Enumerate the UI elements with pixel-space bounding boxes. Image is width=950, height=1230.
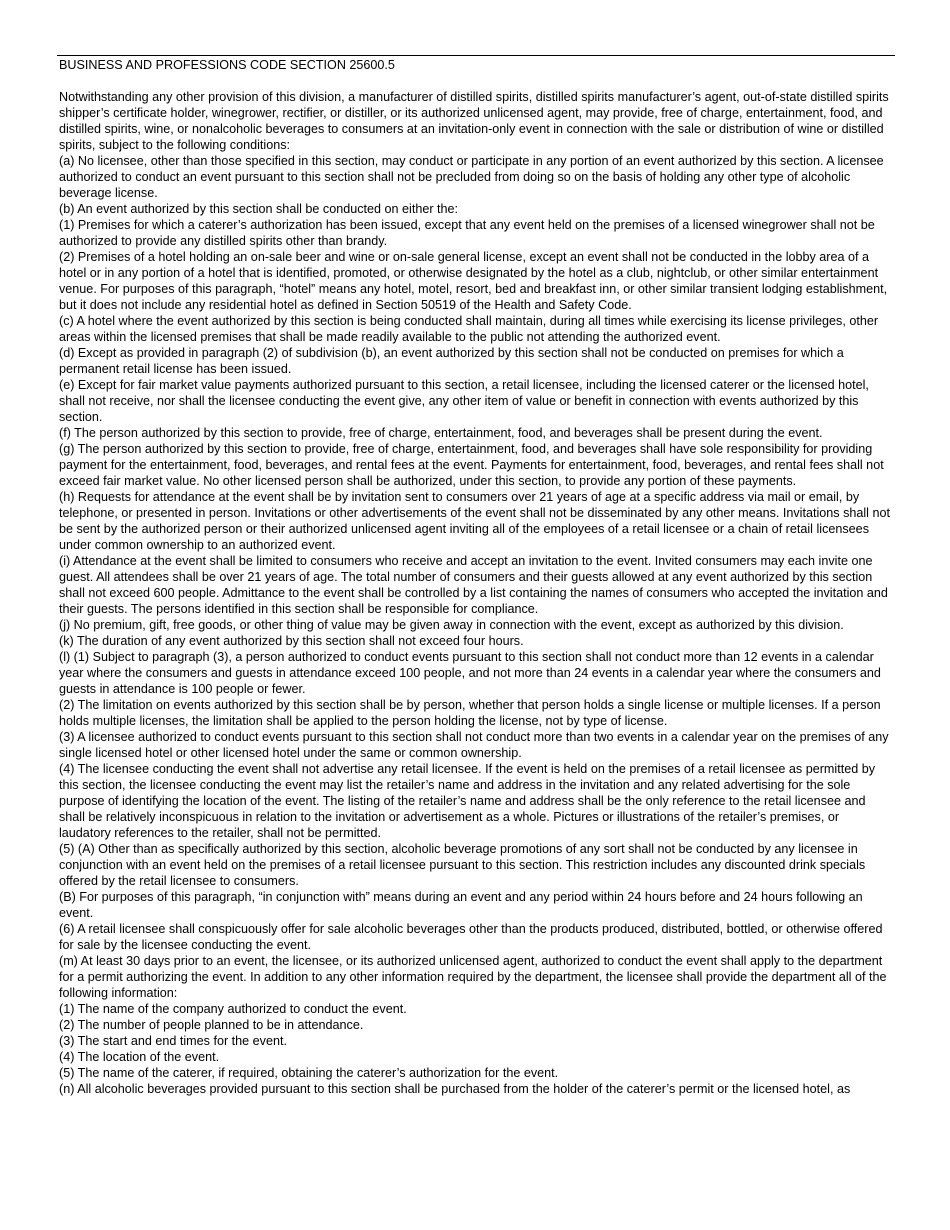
paragraph-h: (h) Requests for attendance at the event shall be by invitation sent to consumers over 21 years of age at a specific address via mail or email, by telephone, or presented in person. Invitations or other advertisements of the event shall not be disseminated by any other means. Invitations shall not be sent by the authorized person or their authorized unlicensed agent inviting all of the employees of a retail licensee or a chain of retail licensees under common ownership to an authorized event. [59,490,890,552]
paragraph-intro: Notwithstanding any other provision of this division, a manufacturer of distilled spirits, distilled spirits manufacturer’s agent, out-of-state distilled spirits shipper’s certificate holder, winegrower, rectifier, or distiller, or its authorized unlicensed agent, may provide, free of charge, entertainment, food, and distilled spirits, wine, or nonalcoholic beverages to consumers at an invitation-only event in connection with the sale or distribution of wine or distilled spirits, subject to the following conditions: [59,90,889,152]
document-body [59,89,893,1097]
paragraph-l-4: (4) The licensee conducting the event shall not advertise any retail licensee. If the event is held on the premises of a retail licensee as permitted by this section, the licensee conducting the event may list the retailer’s name and address in the invitation and any related advertising for the sole purpose of identifying the location of the event. The listing of the retailer’s name and address shall be the only reference to the retail licensee and shall be relatively inconspicuous in relation to the invitation or advertisement as a whole. Pictures or illustrations of the retailer’s premises, or laudatory references to the retailer, shall not be permitted. [59,762,876,840]
paragraph-l-1: (l) (1) Subject to paragraph (3), a person authorized to conduct events pursuant to this section shall not conduct more than 12 events in a calendar year where the consumers and guests in attendance exceed 100 people, and not more than 24 events in a calendar year where the consumers and guests in attendance is 100 people or fewer. [59,650,881,696]
paragraph-a: (a) No licensee, other than those specified in this section, may conduct or participate in any portion of an event authorized by this section. A licensee authorized to conduct an event pursuant to this section shall not be precluded from doing so on the basis of holding any other type of alcoholic beverage license. [59,154,884,200]
header-rule [57,55,895,56]
paragraph-b-2: (2) Premises of a hotel holding an on-sale beer and wine or on-sale general license, except an event shall not be conducted in the lobby area of a hotel or in any portion of a hotel that is identified, promoted, or otherwise designated by the hotel as a club, nightclub, or other similar entertainment venue. For purposes of this paragraph, “hotel” means any hotel, motel, resort, bed and breakfast inn, or other similar transient lodging establishment, but it does not include any residential hotel as defined in Section 50519 of the Health and Safety Code. [59,250,888,312]
paragraph-m: (m) At least 30 days prior to an event, the licensee, or its authorized unlicensed agent, authorized to conduct the event shall apply to the department for a permit authorizing the event. In addition to any other information required by the department, the licensee shall provide the department all of the following information: [59,954,887,1000]
paragraph-l-5-b: (B) For purposes of this paragraph, “in conjunction with” means during an event and any period within 24 hours before and 24 hours following an event. [59,890,863,920]
paragraph-m-5: (5) The name of the caterer, if required, obtaining the caterer’s authorization for the event. [59,1066,559,1080]
paragraph-b: (b) An event authorized by this section shall be conducted on either the: [59,202,459,216]
paragraph-j: (j) No premium, gift, free goods, or other thing of value may be given away in connection with the event, except as authorized by this division. [59,618,844,632]
paragraph-g: (g) The person authorized by this section to provide, free of charge, entertainment, food, and beverages shall have sole responsibility for providing payment for the entertainment, food, beverages, and rental fees at the event. Payments for entertainment, food, beverages, and rental fees shall not exceed fair market value. No other licensed person shall be authorized, under this section, to provide any portion of these payments. [59,442,884,488]
paragraph-m-3: (3) The start and end times for the event. [59,1034,287,1048]
paragraph-m-2: (2) The number of people planned to be in attendance. [59,1018,364,1032]
paragraph-i: (i) Attendance at the event shall be limited to consumers who receive and accept an invitation to the event. Invited consumers may each invite one guest. All attendees shall be over 21 years of age. The total number of consumers and their guests allowed at any event authorized by this section shall not exceed 600 people. Admittance to the event shall be controlled by a list containing the names of consumers who accepted the invitation and their guests. The persons identified in this section shall be responsible for compliance. [59,554,888,616]
paragraph-l-3: (3) A licensee authorized to conduct events pursuant to this section shall not conduct more than two events in a calendar year on the premises of any single licensed hotel or other licensed hotel under the same or common ownership. [59,730,889,760]
paragraph-m-4: (4) The location of the event. [59,1050,220,1064]
paragraph-n: (n) All alcoholic beverages provided pursuant to this section shall be purchased from the holder of the caterer’s permit or the licensed hotel, as [59,1082,851,1096]
paragraph-m-1: (1) The name of the company authorized to conduct the event. [59,1002,407,1016]
paragraph-d: (d) Except as provided in paragraph (2) of subdivision (b), an event authorized by this section shall not be conducted on premises for which a permanent retail license has been issued. [59,346,844,376]
paragraph-c: (c) A hotel where the event authorized by this section is being conducted shall maintain, during all times while exercising its license privileges, other areas within the licensed premises that shall be made readily available to the public not attending the authorized event. [59,314,879,344]
paragraph-e: (e) Except for fair market value payments authorized pursuant to this section, a retail licensee, including the licensed caterer or the licensed hotel, shall not receive, nor shall the licensee conducting the event give, any other item of value or benefit in connection with events authorized by this section. [59,378,869,424]
document-title: BUSINESS AND PROFESSIONS CODE SECTION 25600.5 [59,58,395,72]
paragraph-b-1: (1) Premises for which a caterer’s authorization has been issued, except that any event held on the premises of a licensed winegrower shall not be authorized to provide any distilled spirits other than brandy. [59,218,875,248]
paragraph-l-2: (2) The limitation on events authorized by this section shall be by person, whether that person holds a single license or multiple licenses. If a person holds multiple licenses, the limitation shall be applied to the person holding the license, not by type of license. [59,698,881,728]
paragraph-l-6: (6) A retail licensee shall conspicuously offer for sale alcoholic beverages other than the products produced, distributed, bottled, or otherwise offered for sale by the licensee conducting the event. [59,922,883,952]
paragraph-l-5-a: (5) (A) Other than as specifically authorized by this section, alcoholic beverage promotions of any sort shall not be conducted by any licensee in conjunction with an event held on the premises of a retail licensee pursuant to this section. This restriction includes any discounted drink specials offered by the retail licensee to consumers. [59,842,866,888]
paragraph-f: (f) The person authorized by this section to provide, free of charge, entertainment, food, and beverages shall be present during the event. [59,426,823,440]
paragraph-k: (k) The duration of any event authorized by this section shall not exceed four hours. [59,634,524,648]
